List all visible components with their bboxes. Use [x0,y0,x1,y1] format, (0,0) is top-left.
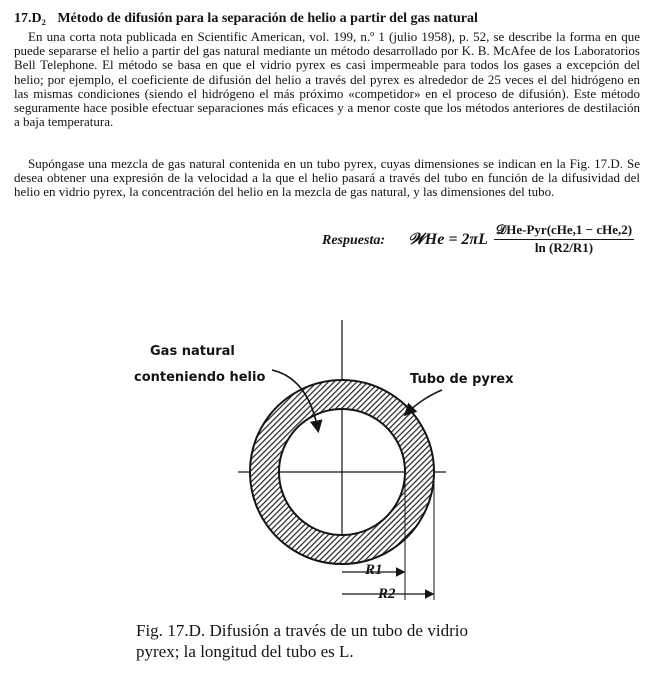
r1-label: R1 [365,562,383,578]
answer-formula [322,222,632,262]
gas-label-line2: conteniendo helio [134,370,266,385]
figure-caption: Fig. 17.D. Difusión a través de un tubo de vidrio pyrex; la longitud del tubo es L. [136,621,468,661]
tube-cross-section-figure [120,318,540,610]
r2-label: R2 [378,586,396,602]
tube-diagram [120,318,540,610]
paragraph-intro: En una corta nota publicada en Scientific American, vol. 199, n.º 1 (julio 1958), p. 52, se describe la forma en que puede separarse el helio a partir del gas natural mediante un método desarrollado por K. B. McAfee de los Laboratorios Bell Telephone. El método se basa en que el vidrio pyrex es casi impermeable para todos los gases a excepción del helio; por ejemplo, el coeficiente de difusión del helio a través del pyrex es alrededor de 25 veces el del hidrógeno en las mismas condiciones (siendo el hidrógeno el más próximo «competidor» en el proceso de difusión). Este método seguramente hace posible efectuar separaciones más eficaces y a menor coste que los métodos anteriores de destilación a baja temperatura. [14,29,640,130]
problem-number: 17.D₂ [14,11,46,26]
tube-label: Tubo de pyrex [410,372,514,387]
answer-label: Respuesta: [322,233,385,248]
problem-heading [14,10,638,28]
answer-numerator: 𝒟He-Pyr(cHe,1 − cHe,2) [494,222,634,240]
gas-label-line1: Gas natural [150,344,235,359]
paragraph-question: Supóngase una mezcla de gas natural contenida en un tubo pyrex, cuyas dimensiones se indican en la Fig. 17.D. Se desea obtener una expresión de la velocidad a la que el helio pasará a través del tubo en función de la difusividad del helio en vidrio pyrex, la concentración del helio en la mezcla de gas natural, y las dimensiones del tubo. [14,156,640,200]
problem-title: Método de difusión para la separación de helio a partir del gas natural [57,11,478,26]
answer-denominator: ln (R2/R1) [534,240,594,255]
answer-lhs: 𝒲He = 2πL [408,231,488,248]
answer-fraction [494,222,634,256]
